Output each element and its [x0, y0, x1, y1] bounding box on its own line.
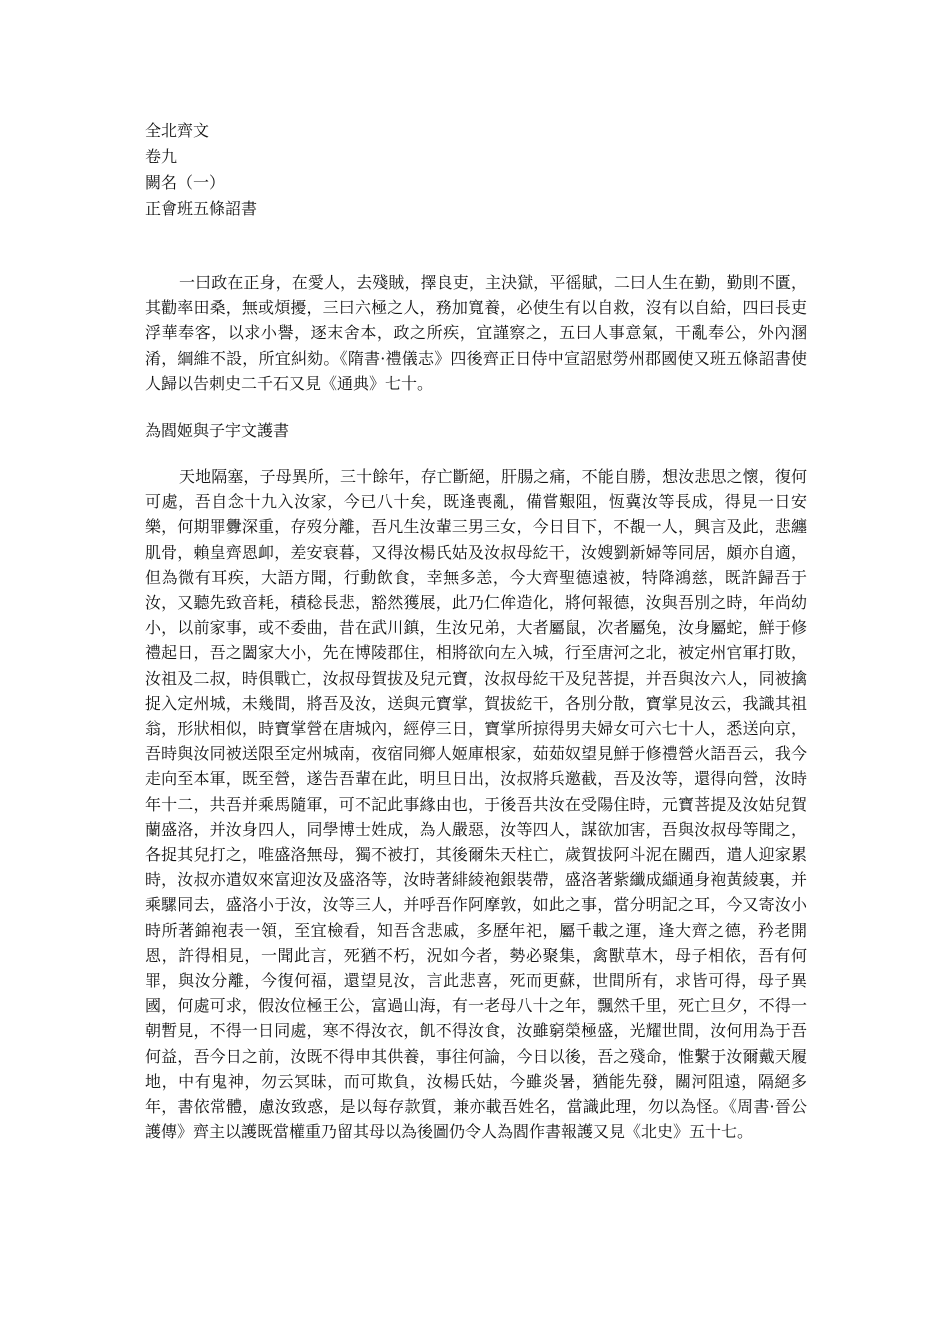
author-line: 闕名（一）	[145, 173, 226, 192]
collection-title: 全北齊文	[145, 121, 210, 140]
piece-title: 正會班五條詔書	[145, 199, 258, 218]
section-title-2: 為閻姬與子宇文護書	[145, 421, 290, 441]
volume-title: 卷九	[145, 147, 178, 166]
document-page	[145, 118, 807, 1145]
body-paragraph-2: 天地隔塞，子母異所，三十餘年，存亡斷絕，肝腸之痛，不能自勝，想汝悲思之懷，復何可處，吾自念十九入汝家，今已八十矣，既逢喪亂，備嘗艱阻，恆冀汝等長成，得見一日安樂，何期罪釁深重，存歿分離，吾凡生汝輩三男三女，今日目下，不覩一人，興言及此，悲纏肌骨，賴皇齊恩卹，差安衰暮，又得汝楊氏姑及汝叔母紇干，汝嫂劉新婦等同居，頗亦自適，但為微有耳疾，大語方聞，行動飲食，幸無多恙，今大齊聖德遠被，特降鴻慈，既許歸吾于汝，又聽先致音耗，積稔長悲，豁然獲展，此乃仁侔造化，將何報德，汝與吾別之時，年尚幼小，以前家事，或不委曲，昔在武川鎮，生汝兄弟，大者屬鼠，次者屬兔，汝身屬蛇，鮮于修禮起日，吾之闔家大小，先在博陵郡住，相將欲向左入城，行至唐河之北，被定州官軍打敗，汝祖及二叔，時俱戰亡，汝叔母賀拔及兒元寶，汝叔母紇干及兒菩提，并吾與汝六人，同被擒捉入定州城，未幾間，將吾及汝，送與元寶掌，賀拔紇干，各別分散，寶掌見汝云，我識其祖翁，形狀相似，時寶掌營在唐城內，經停三日，寶掌所掠得男夫婦女可六七十人，悉送向京，吾時與汝同被送限至定州城南，夜宿同鄉人姬庫根家，茹茹奴望見鮮于修禮營火語吾云，我今走向至本軍，既至營，遂告吾輩在此，明旦日出，汝叔將兵邀截，吾及汝等，還得向營，汝時年十二，共吾并乘馬隨軍，可不記此事緣由也，于後吾共汝在受陽住時，元寶菩提及汝姑兒賀蘭盛洛，并汝身四人，同學博士姓成，為人嚴惡，汝等四人，謀欲加害，吾與汝叔母等聞之，各捉其兒打之，唯盛洛無母，獨不被打，其後爾朱天柱亡，歲賀拔阿斗泥在關西，遣人迎家累時，汝叔亦遣奴來富迎汝及盛洛等，汝時著緋綾袍銀裝帶，盛洛著紫纖成纈通身袍黃綾裏，并乘騾同去，盛洛小于汝，汝等三人，并呼吾作阿摩敦，如此之事，當分明記之耳，今又寄汝小時所著錦袍表一領，至宜檢看，知吾含悲戚，多歷年祀，屬千載之運，逢大齊之德，矜老開恩，許得相見，一聞此言，死猶不朽，況如今者，勢必聚集，禽獸草木，母子相依，吾有何罪，與汝分離，今復何福，還望見汝，言此悲喜，死而更蘇，世間所有，求皆可得，母子異國，何處可求，假汝位極王公，富過山海，有一老母八十之年，飄然千里，死亡旦夕，不得一朝暫見，不得一日同處，寒不得汝衣，飢不得汝食，汝雖窮榮極盛，光耀世間，汝何用為于吾何益，吾今日之前，汝既不得申其供養，事往何論，今日以後，吾之殘命，惟繫于汝爾戴天履地，中有鬼神，勿云冥昧，而可欺負，汝楊氏姑，今雖炎暑，猶能先發，關河阻遠，隔絕多年，書依常體，慮汝致惑，是以每存款質，兼亦載吾姓名，當識此理，勿以為怪。《周書·晉公護傳》齊主以護既當權重乃留其母以為後圖仍令人為閻作書報護又見《北史》五十七。	[145, 467, 807, 1142]
body-paragraph-1: 一曰政在正身，在愛人，去殘賊，擇良吏，主決獄，平徭賦，二曰人生在勤，勤則不匱，其勸率田桑，無或煩擾，三曰六極之人，務加寬養，必使生有以自救，沒有以自給，四曰長吏浮華奉客，以求小譽，逐末舍本，政之所疾，宜謹察之，五曰人事意氣，干亂奉公，外內溷淆，綱維不設，所宜糾劾。《隋書·禮儀志》四後齊正日侍中宣詔慰勞州郡國使又班五條詔書使人歸以告刺史二千石又見《通典》七十。	[145, 273, 807, 393]
